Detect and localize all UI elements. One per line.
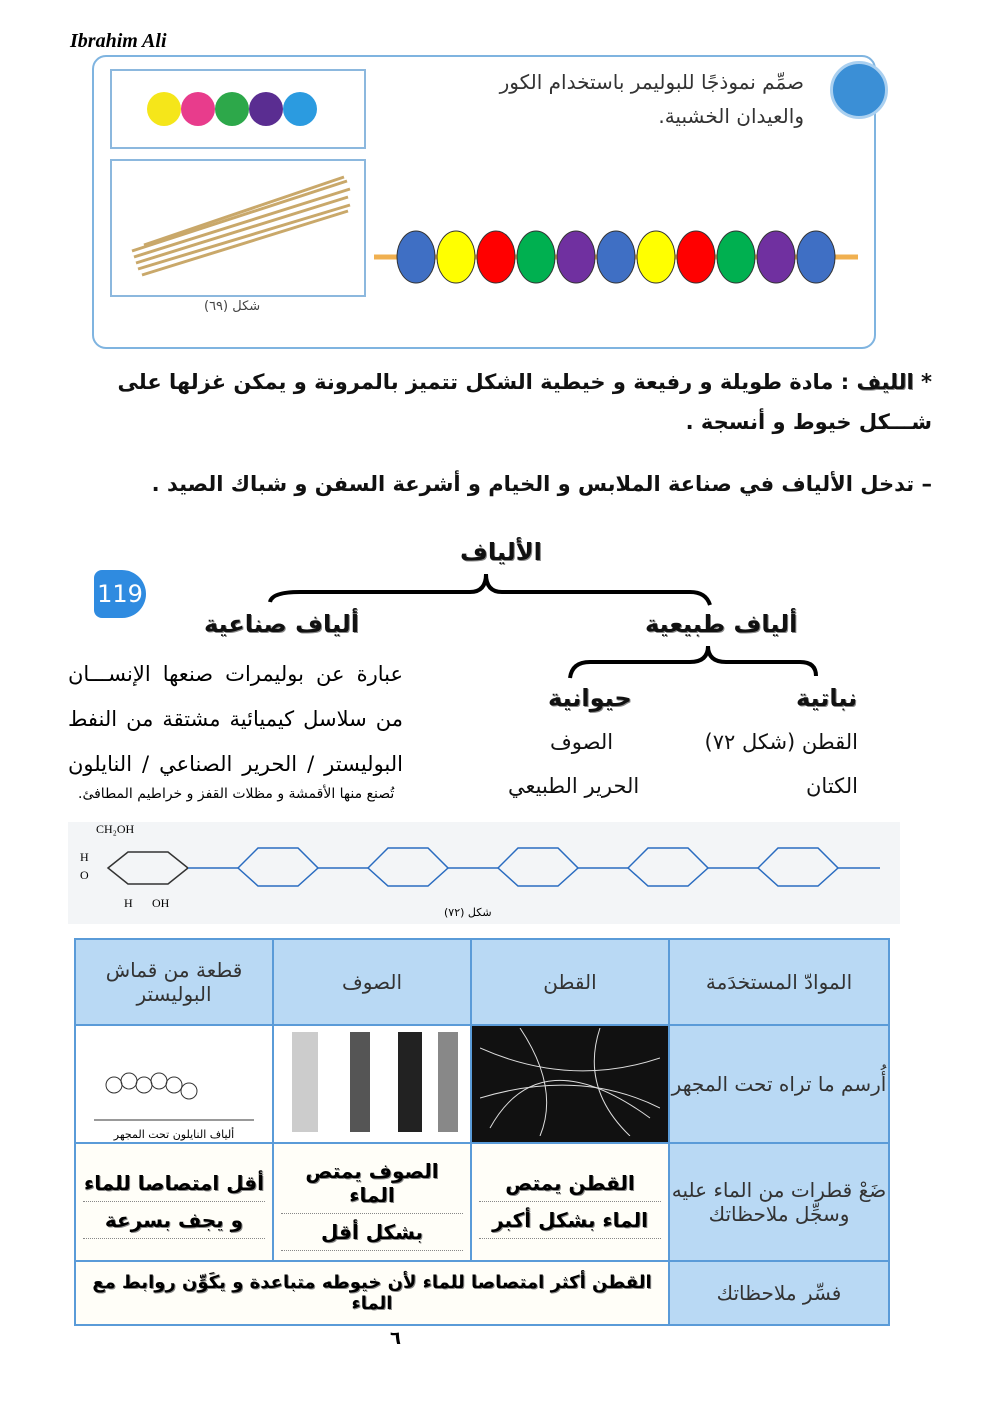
tree-animal: حيوانية [548,684,632,712]
wool-microscope-image [273,1025,471,1143]
header-materials: الموادّ المستخدَمة [669,939,889,1025]
animal-item: الحرير الطبيعي [508,774,640,798]
term-fiber: الليف [856,370,914,394]
synthetic-desc-line: البوليستر / الحرير الصناعي / النايلون [68,752,403,776]
table-header-row [75,939,889,1025]
polyester-observation: أقل امتصاصا للماء و يجف بسرعة [75,1143,273,1261]
cotton-microscope-image [471,1025,669,1143]
table-row-water [75,1143,889,1261]
synthetic-desc-line: من سلاسل كيميائية مشتقة من النفط [68,707,403,731]
header-polyester: قطعة من قماش البوليستر [75,939,273,1025]
wooden-sticks-image [110,159,366,297]
balls-image [110,69,366,149]
cotton-observation: القطن يمتص الماء بشكل أكبر [471,1143,669,1261]
label-h: H [80,850,89,864]
animal-item: الصوف [550,730,614,754]
wool-observation: الصوف يمتص الماء بشكل أقل [273,1143,471,1261]
definition-text: : مادة طويلة و رفيعة و خيطية الشكل تتميز بالمرونة و يمكن غزلها على شـــكل خيوط و أنسجة . [117,370,932,434]
table-row-microscope [75,1025,889,1143]
synthetic-desc-line: عبارة عن بوليمرات صنعها الإنســـان [68,662,403,686]
figure-72-caption: شكل (٧٢) [444,906,492,919]
polymer-bead-model [374,227,858,287]
label-h: H [124,896,133,910]
header-wool: الصوف [273,939,471,1025]
plant-item: الكتان [806,774,858,798]
table-row-explain [75,1261,889,1325]
page-badge: 119 [94,570,146,618]
nylon-caption: ألياف النايلون تحت المجهر [113,1128,235,1141]
activity-box [92,55,876,349]
tree-synthetic: ألياف صناعية [204,610,360,638]
label-oh: OH [152,896,170,910]
colored-balls [147,92,317,126]
tree-natural: ألياف طبيعية [645,610,798,638]
label-ch2oh: CH₂OH [96,822,135,836]
synthetic-note: تُصنع منها الأقمشة و مظلات القفز و خراطيم المطافئ. [78,786,395,802]
author-name: Ibrahim Ali [70,30,167,52]
activity-icon [830,61,888,119]
activity-text: صمِّم نموذجًا للبوليمر باستخدام الكور والعيدان الخشبية. [499,70,804,128]
page-number: ٦ [390,1328,401,1349]
microscope-label: أُرسم ما تراه تحت المجهر [669,1025,889,1143]
header-cotton: القطن [471,939,669,1025]
explain-label: فسِّر ملاحظاتك [669,1261,889,1325]
label-o: O [80,868,89,882]
cellulose-structure-figure [68,822,900,924]
explanation-answer: القطن أكثر امتصاصا للماء لأن خيوطه متباعدة و يكَوِّن روابط مع الماء [75,1261,669,1325]
water-drop-label: ضَعْ قطرات من الماء عليه وسجِّل ملاحظاتك [669,1143,889,1261]
fiber-uses: – تدخل الألياف في صناعة الملابس و الخيام و أشرعة السفن و شباك الصيد . [151,472,932,496]
nylon-microscope-drawing [75,1025,273,1143]
tree-root: الألياف [460,538,542,566]
fiber-definition: * الليف : مادة طويلة و رفيعة و خيطية الشكل تتميز بالمرونة و يمكن غزلها على شـــكل خيوط و أنسجة . [117,370,932,434]
observation-table [74,938,890,1326]
synthetic-description [68,652,403,787]
plant-item: القطن (شكل ٧٢) [704,730,858,754]
figure-69-caption: شكل (٦٩) [204,299,261,314]
tree-plant: نباتية [796,684,858,712]
